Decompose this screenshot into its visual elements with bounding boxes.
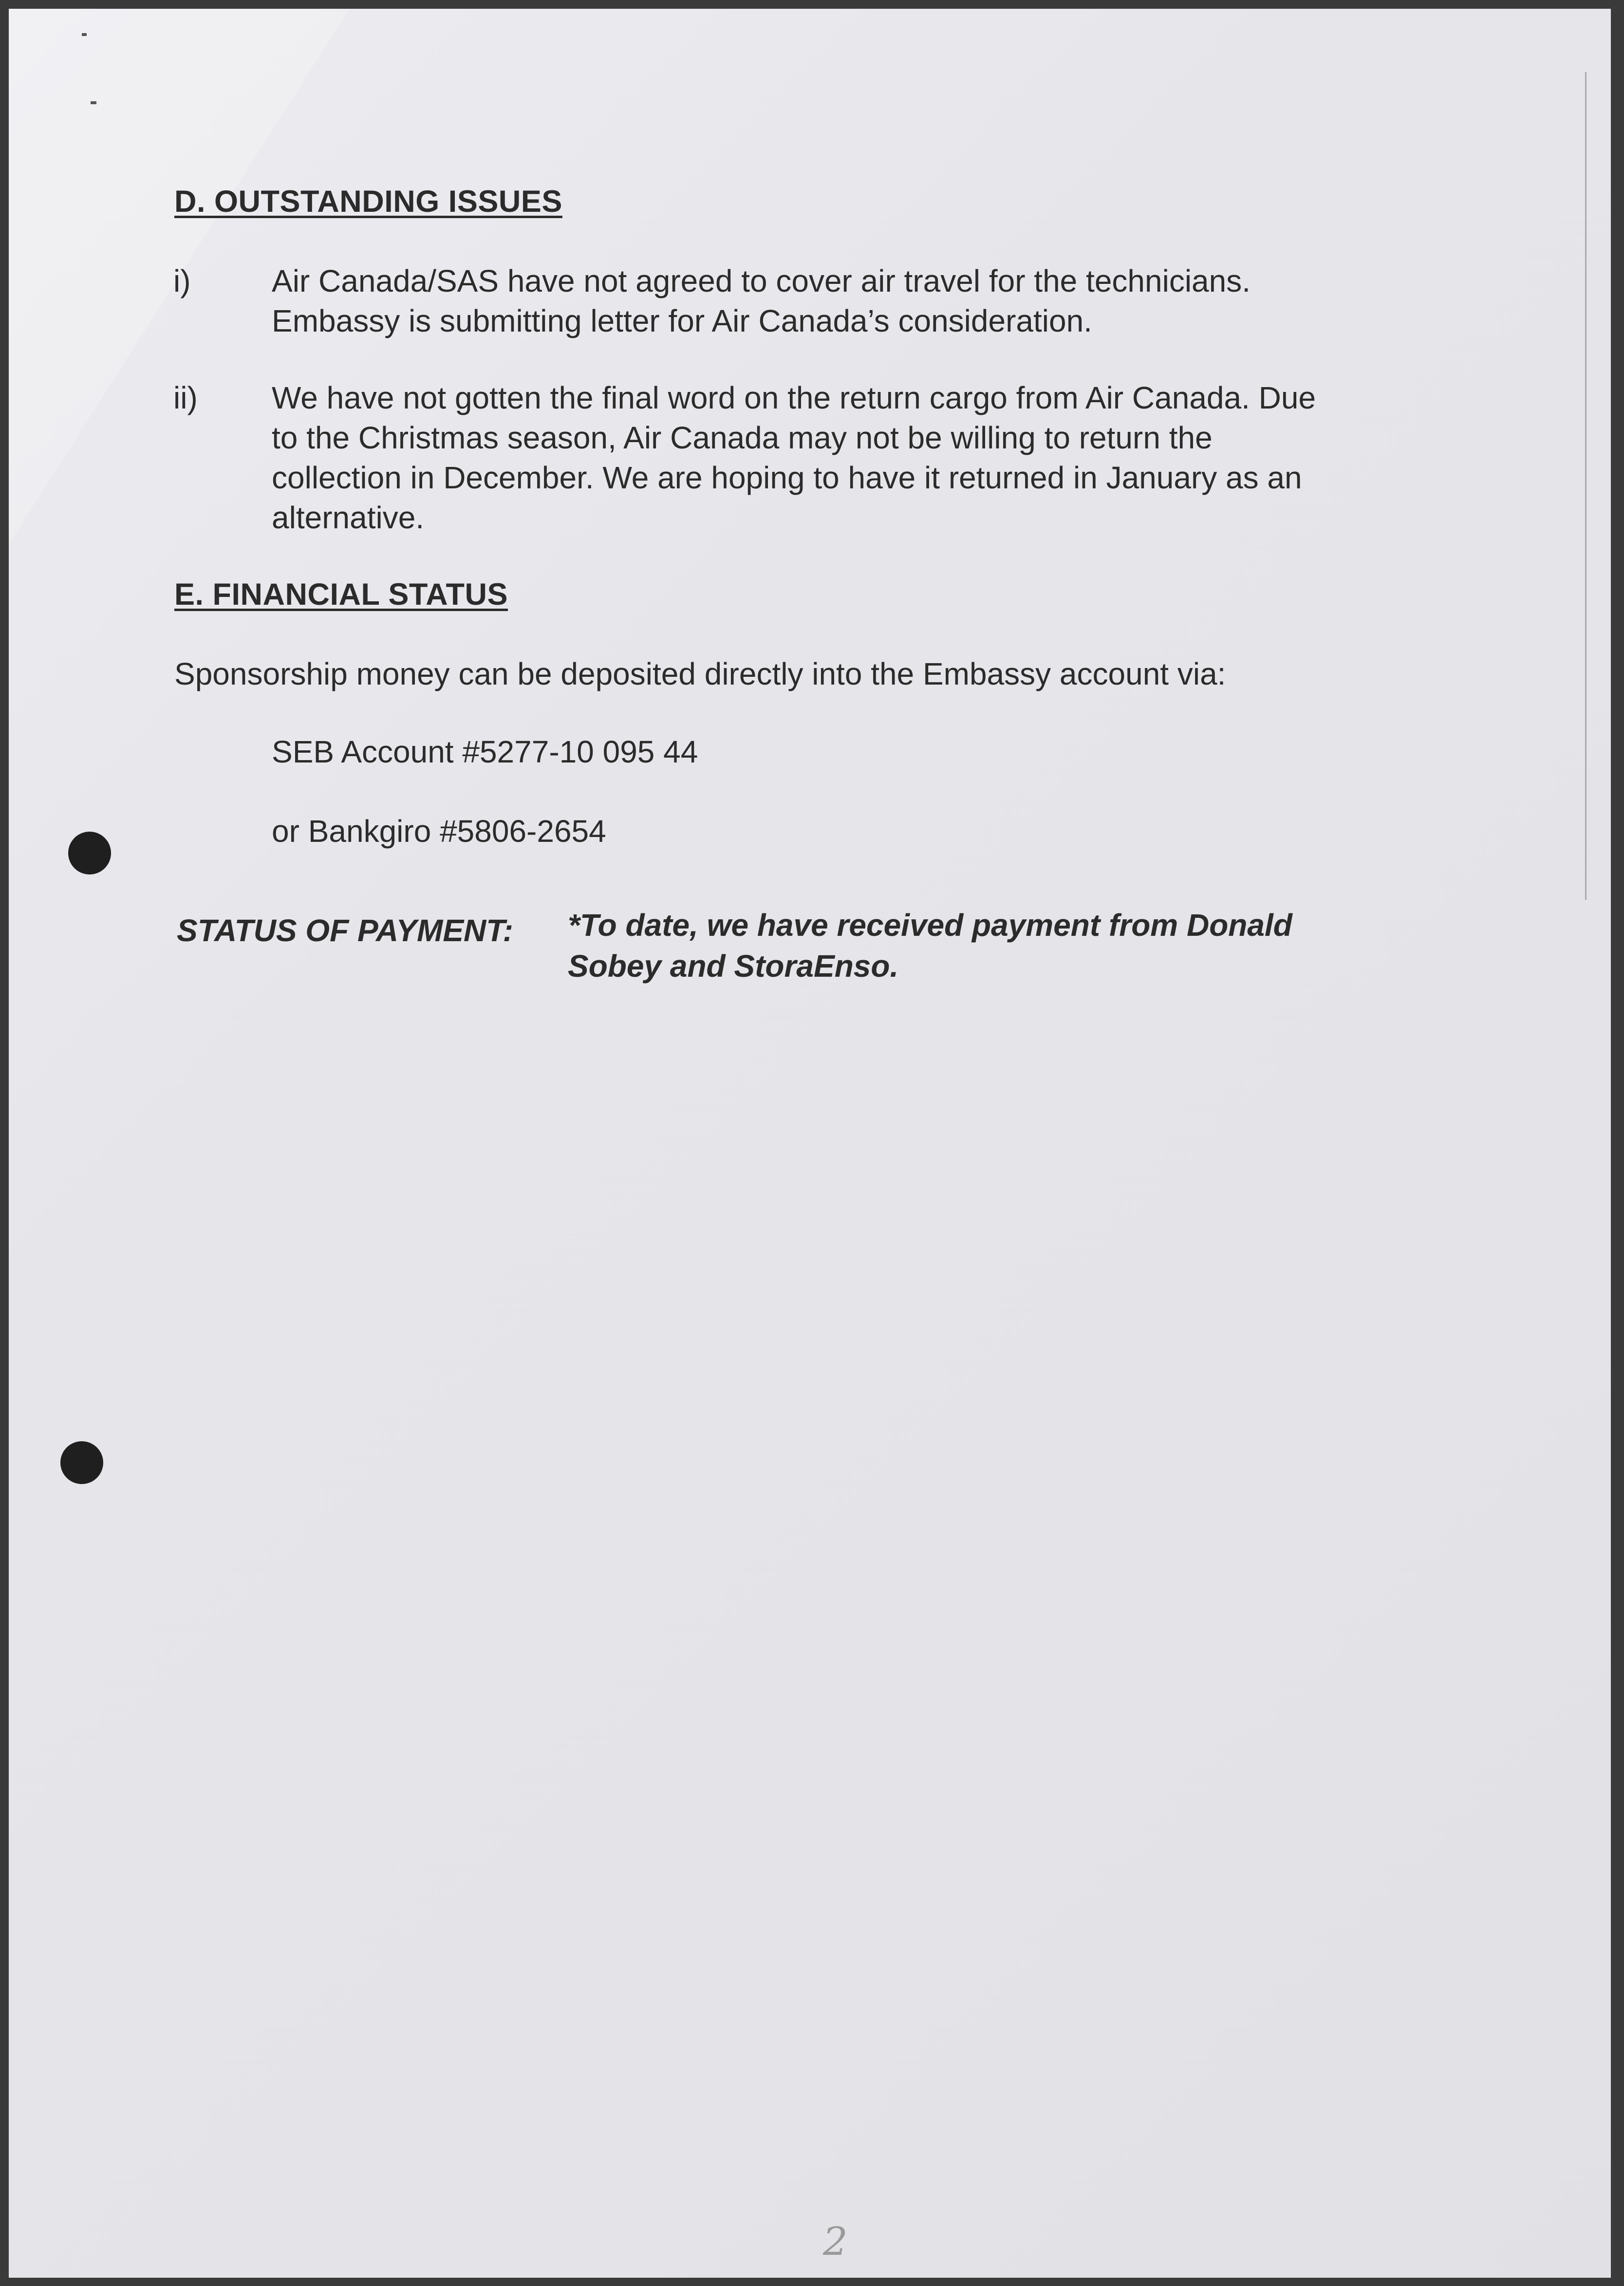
item-line: Air Canada/SAS have not agreed to cover air travel for the technicians.: [272, 263, 1251, 298]
item-label: i): [173, 263, 191, 298]
account-seb: SEB Account #5277-10 095 44: [272, 734, 698, 769]
section-e-heading: E. FINANCIAL STATUS: [174, 577, 508, 612]
item-line: alternative.: [272, 500, 425, 535]
document-body: [9, 9, 1611, 2278]
item-line: Embassy is submitting letter for Air Canada’s consideration.: [272, 303, 1092, 338]
item-label: ii): [173, 380, 198, 415]
item-line: We have not gotten the final word on the return cargo from Air Canada. Due: [272, 380, 1316, 415]
account-bankgiro: or Bankgiro #5806-2654: [272, 814, 606, 849]
document-page: [9, 9, 1611, 2278]
status-text: [568, 905, 1292, 986]
item-text: [272, 378, 1431, 538]
section-d-heading: D. OUTSTANDING ISSUES: [174, 185, 562, 219]
item-text: [272, 261, 1431, 341]
status-line: Sobey and StoraEnso.: [568, 948, 899, 984]
status-line: *To date, we have received payment from Donald: [568, 908, 1292, 943]
status-label: STATUS OF PAYMENT:: [177, 913, 513, 948]
financial-intro: Sponsorship money can be deposited directly into the Embassy account via:: [174, 656, 1226, 691]
item-line: to the Christmas season, Air Canada may not be willing to return the: [272, 420, 1213, 455]
item-line: collection in December. We are hoping to have it returned in January as an: [272, 460, 1302, 495]
page-number: 2: [823, 2219, 848, 2264]
